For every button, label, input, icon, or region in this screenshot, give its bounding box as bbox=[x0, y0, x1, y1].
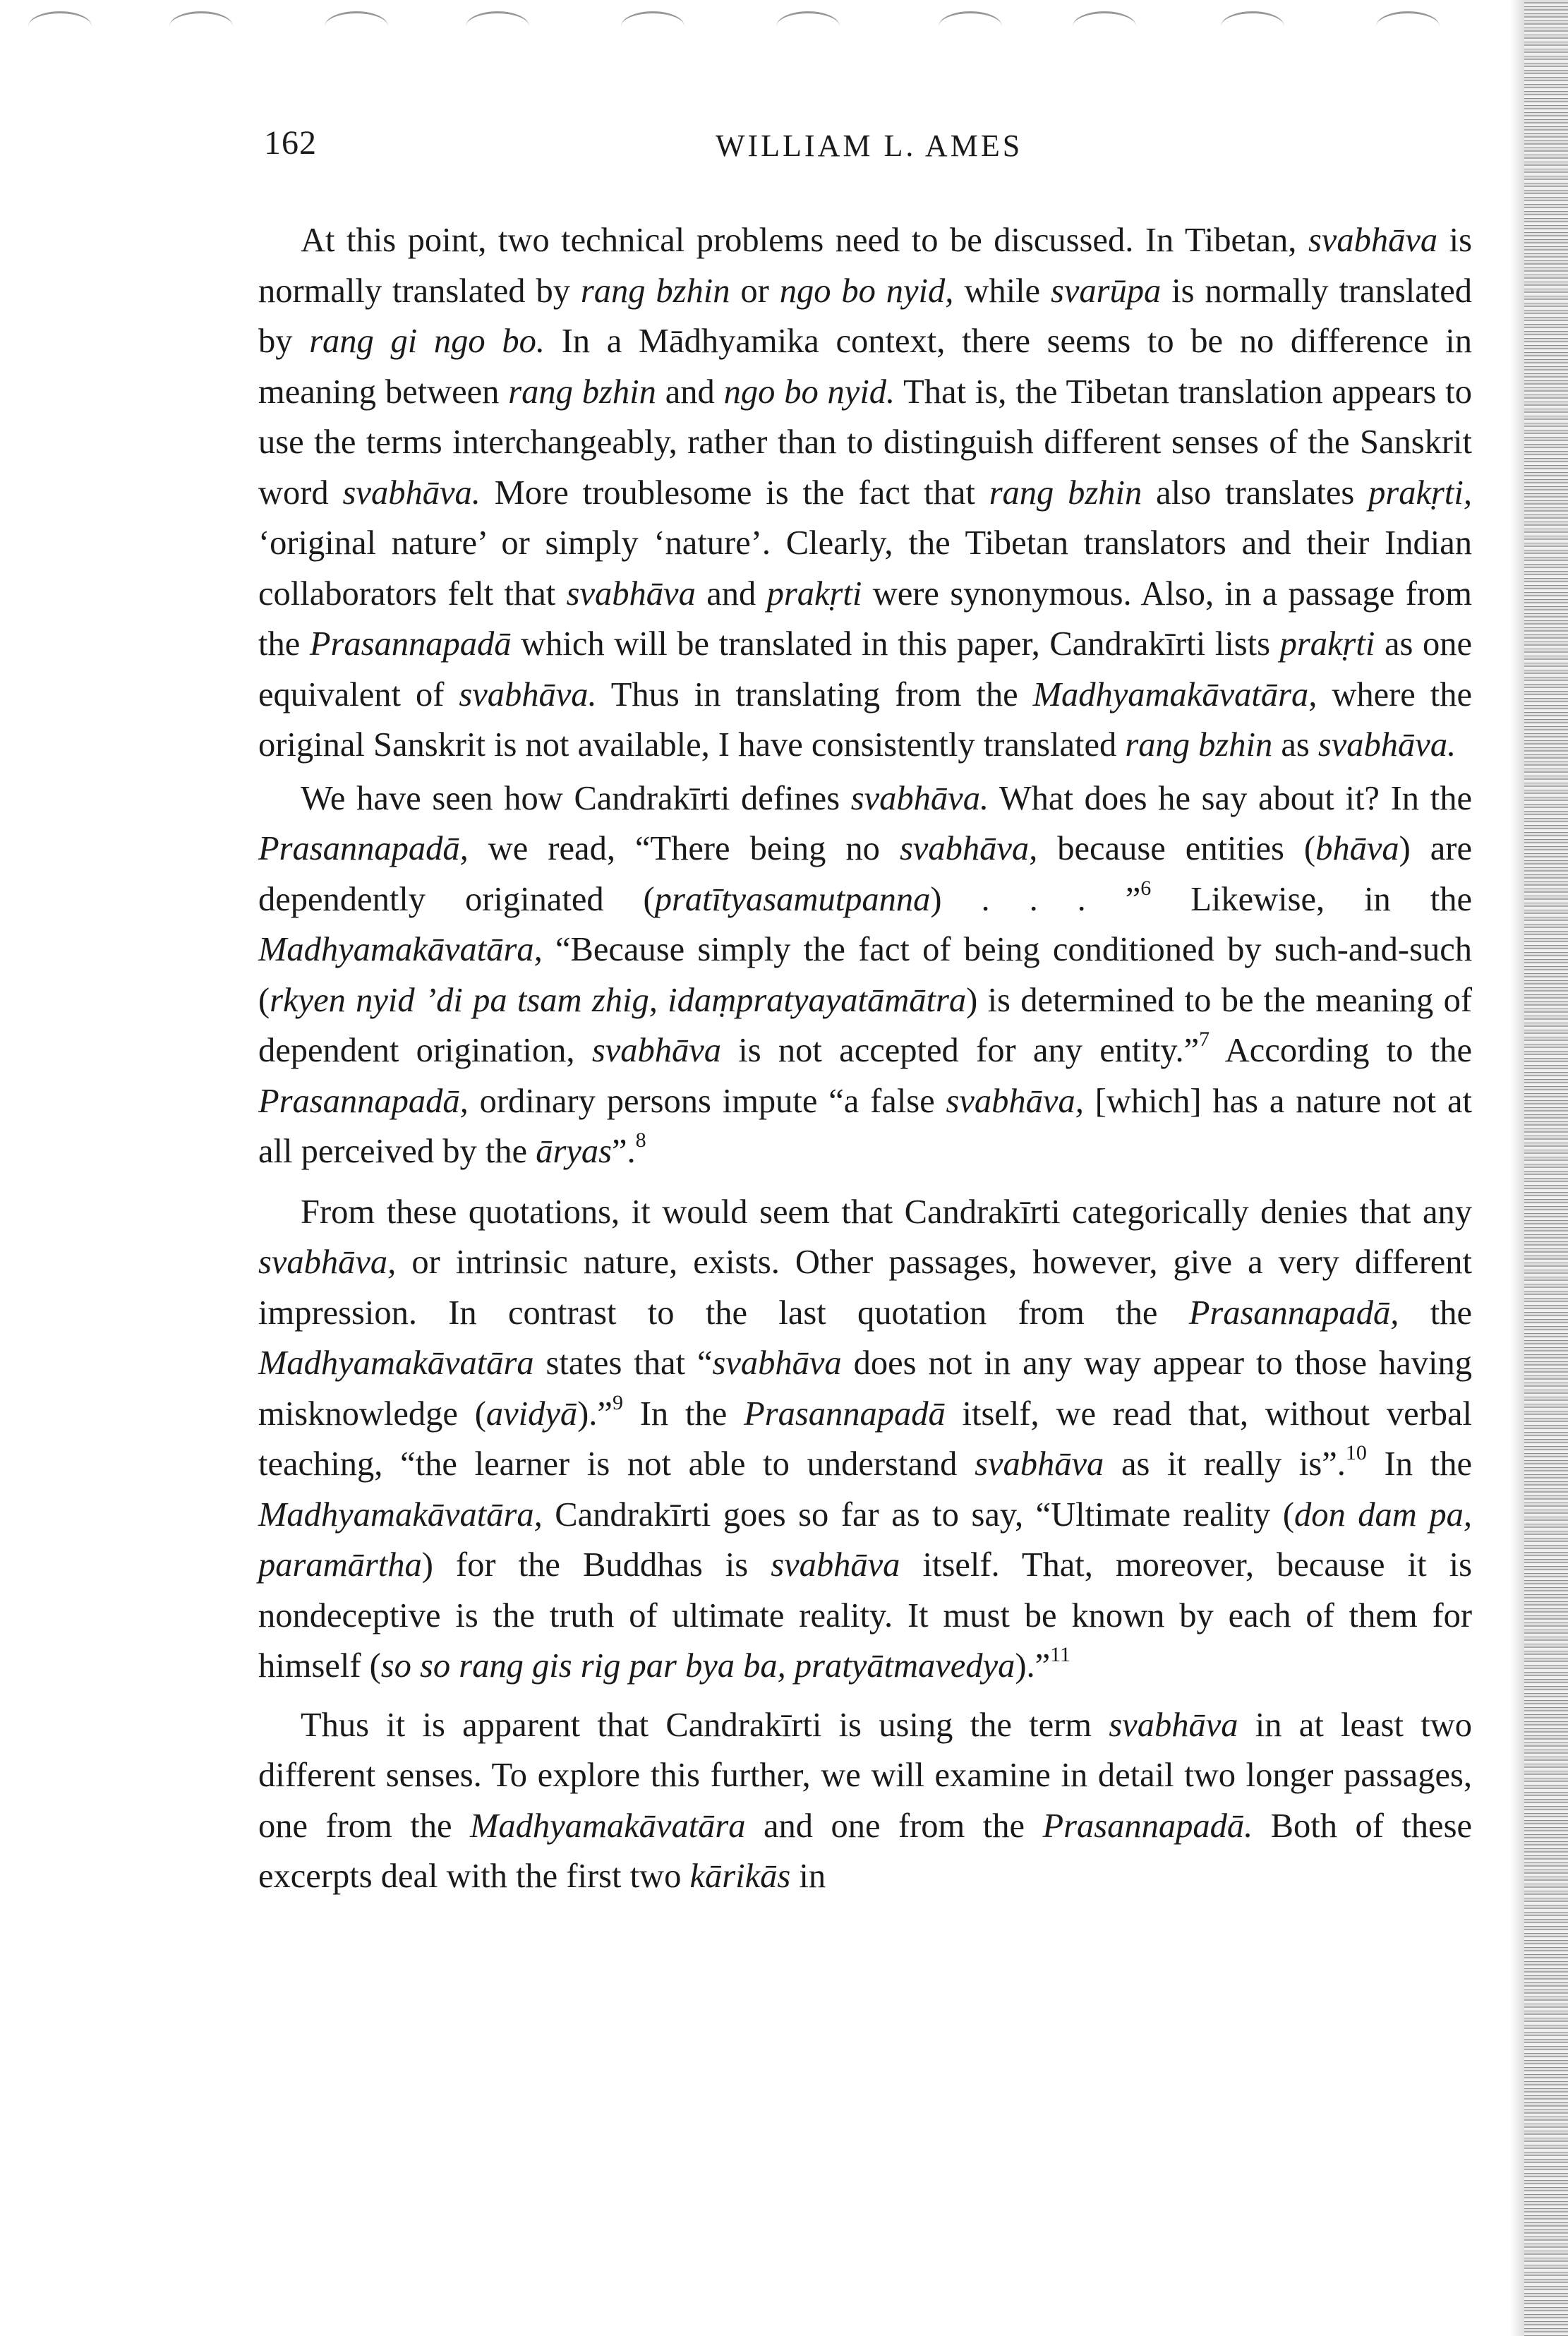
paragraph-3: From these quotations, it would seem that Candrakīrti categorically denies that any svabhāva, or intrinsic nature, exists. Other passages, however, give a very different impression. In contrast to the last quotation from the Prasannapadā, the Madhyamakāvatāra states that “svabhāva does not in any way appear to those having misknowledge (avidyā).”$^9$ In the Prasannapadā itself, we read that, without verbal teaching, “the learner is not able to understand svabhāva as it really is”.$^{10}$ In the Madhyamakāvatāra, Candrakīrti goes so far as to say, “Ultimate reality (don dam pa, paramārtha) for the Buddhas is svabhāva itself. That, moreover, because it is nondeceptive is the truth of ultimate reality. It must be known by each of them for himself (so so rang gis rig par bya ba, pratyātmavedya).”$^{11}$ bbox=[258, 1193, 1473, 1685]
running-head: WILLIAM L. AMES bbox=[716, 128, 1023, 163]
binding-shadow bbox=[1510, 0, 1524, 2336]
binding-edge-scan bbox=[1524, 0, 1568, 2336]
paragraph-4: Thus it is apparent that Candrakīrti is using the term svabhāva in at least two different senses. To explore this further, we will examine in detail two longer passages, one from the Madhyamakāvatāra and one from the Prasannapadā. Both of these excerpts deal with the first two kārikās in bbox=[258, 1706, 1473, 1895]
paragraph-2: We have seen how Candrakīrti defines svabhāva. What does he say about it? In the Prasannapadā, we read, “There being no svabhāva, because entities (bhāva) are dependently originated (pratītyasamutpanna) . . . ”$^6$ Likewise, in the Madhyamakāvatāra, “Because simply the fact of being conditioned by such-and-such (rkyen nyid ’di pa tsam zhig, idaṃpratyayatāmātra) is determined to be the meaning of dependent origination, svabhāva is not accepted for any entity.”$^7$ According to the Prasannapadā, ordinary persons impute “a false svabhāva, [which] has a nature not at all perceived by the āryas”.$^8$ bbox=[258, 779, 1473, 1170]
page-header bbox=[264, 124, 1471, 173]
page-number: 162 bbox=[264, 124, 317, 162]
body-text bbox=[258, 215, 1472, 1902]
footnote-ref-8: 8 bbox=[635, 1128, 646, 1152]
footnote-ref-7: 7 bbox=[1199, 1028, 1210, 1051]
footnote-ref-10: 10 bbox=[1345, 1441, 1367, 1464]
paragraph-1: At this point, two technical problems need to be discussed. In Tibetan, svabhāva is normally translated by rang bzhin or ngo bo nyid, while svarūpa is normally translated by rang gi ngo bo. In a Mādhyamika context, there seems to be no difference in meaning between rang bzhin and ngo bo nyid. That is, the Tibetan translation appears to use the terms interchangeably, rather than to distinguish different senses of the Sanskrit word svabhāva. More troublesome is the fact that rang bzhin also translates prakṛti, ‘original nature’ or simply ‘nature’. Clearly, the Tibetan translators and their Indian collaborators felt that svabhāva and prakṛti were synonymous. Also, in a passage from the Prasannapadā which will be translated in this paper, Candrakīrti lists prakṛti as one equivalent of svabhāva. Thus in translating from the Madhyamakāvatāra, where the original Sanskrit is not available, I have consistently translated rang bzhin as svabhāva. bbox=[258, 222, 1473, 764]
footnote-ref-9: 9 bbox=[612, 1390, 623, 1414]
footnote-ref-11: 11 bbox=[1050, 1643, 1071, 1666]
punch-marks bbox=[28, 4, 1538, 54]
footnote-ref-6: 6 bbox=[1140, 876, 1152, 900]
